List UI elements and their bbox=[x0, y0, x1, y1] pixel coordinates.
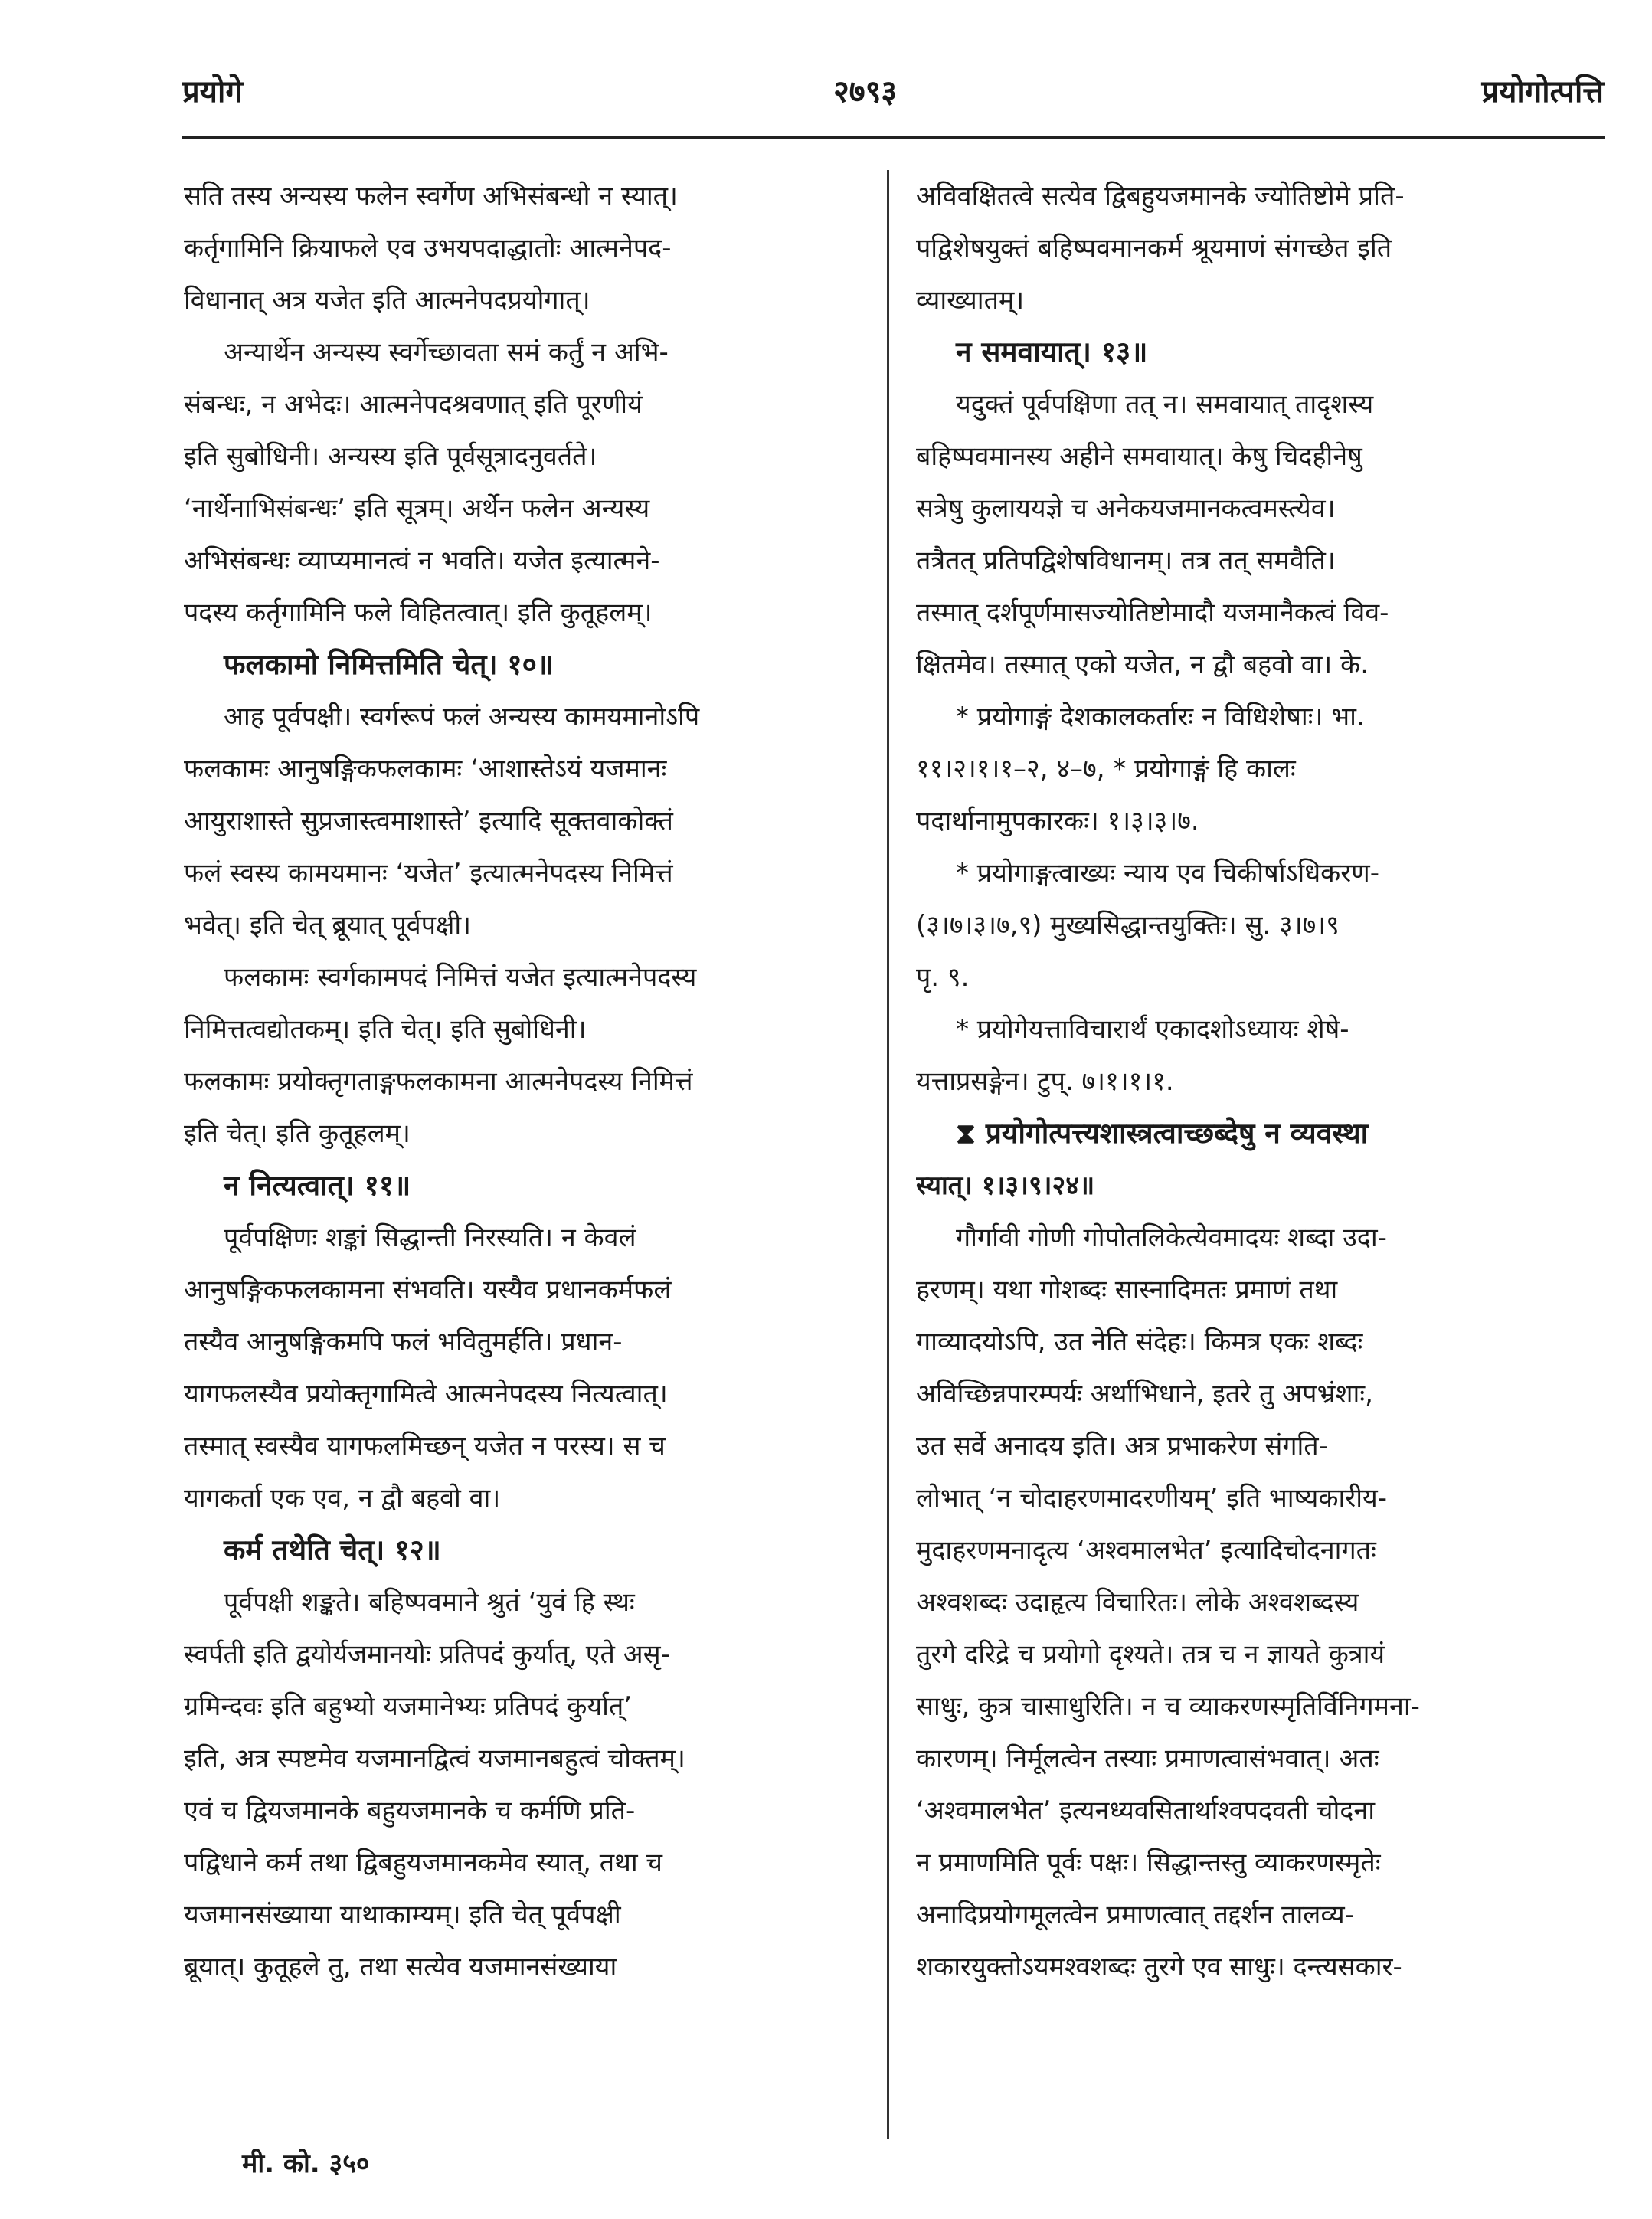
left-column bbox=[184, 170, 858, 1993]
section-heading: कर्म तथेति चेत्। १२॥ bbox=[224, 1533, 441, 1566]
text-line: (३।७।३।७,९) मुख्यसिद्धान्तयुक्तिः। सु. ३।७।९ bbox=[916, 910, 1340, 941]
text-line: यागफलस्यैव प्रयोक्तृगामित्वे आत्मनेपदस्य नित्यत्वात्। bbox=[184, 1379, 668, 1409]
text-line: फलकामः प्रयोक्तृगताङ्गफलकामना आत्मनेपदस्य निमित्तं bbox=[184, 1066, 693, 1097]
text-line: गौर्गावी गोणी गोपोतलिकेत्येवमादयः शब्दा उदा- bbox=[956, 1222, 1387, 1253]
text-line: पद्विधाने कर्म तथा द्विबहुयजमानकमेव स्यात्, तथा च bbox=[184, 1848, 663, 1878]
text-line: इति सुबोधिनी। अन्यस्य इति पूर्वसूत्रादनुवर्तते। bbox=[184, 441, 597, 472]
text-line: अविवक्षितत्वे सत्येव द्विबहुयजमानके ज्योतिष्टोमे प्रति- bbox=[916, 181, 1405, 211]
section-heading: न नित्यत्वात्। ११॥ bbox=[224, 1169, 411, 1202]
text-line: उत सर्वे अनादय इति। अत्र प्रभाकरेण संगति- bbox=[916, 1431, 1328, 1461]
text-line: अश्वशब्दः उदाहृत्य विचारितः। लोके अश्वशब्दस्य bbox=[916, 1587, 1359, 1618]
text-line: तस्मात् स्वस्यैव यागफलमिच्छन् यजेत न परस्य। स च bbox=[184, 1431, 666, 1461]
right-column bbox=[916, 170, 1590, 1993]
text-line: गाव्यादयोऽपि, उत नेति संदेहः। किमत्र एकः शब्दः bbox=[916, 1327, 1363, 1357]
text-line: ग्रमिन्दवः इति बहुभ्यो यजमानेभ्यः प्रतिपदं कुर्यात्’ bbox=[184, 1691, 633, 1722]
section-heading: ⧗ प्रयोगोत्पत्त्यशास्त्रत्वाच्छब्देषु न व्यवस्था bbox=[956, 1117, 1369, 1150]
text-line: पदस्य कर्तृगामिनि फले विहितत्वात्। इति कुतूहलम्। bbox=[184, 597, 653, 628]
text-line: कारणम्। निर्मूलत्वेन तस्याः प्रमाणत्वासंभवात्। अतः bbox=[916, 1743, 1379, 1774]
text-line: क्षितमेव। तस्मात् एको यजेत, न द्वौ बहवो वा। के. bbox=[916, 650, 1369, 680]
text-line: हरणम्। यथा गोशब्दः सास्नादिमतः प्रमाणं तथा bbox=[916, 1275, 1338, 1305]
column-divider bbox=[887, 170, 889, 2139]
text-line: एवं च द्वियजमानके बहुयजमानके च कर्मणि प्रति- bbox=[184, 1795, 636, 1826]
text-line: न प्रमाणमिति पूर्वः पक्षः। सिद्धान्तस्तु व्याकरणस्मृतेः bbox=[916, 1848, 1381, 1878]
text-line: स्वर्पती इति द्वयोर्यजमानयोः प्रतिपदं कुर्यात्, एते असृ- bbox=[184, 1639, 670, 1670]
section-heading: न समवायात्। १३॥ bbox=[956, 335, 1148, 368]
text-line: ‘अश्वमालभेत’ इत्यनध्यवसितार्थाश्वपदवती चोदना bbox=[916, 1795, 1376, 1826]
text-line: अभिसंबन्धः व्याप्यमानत्वं न भवति। यजेत इत्यात्मने- bbox=[184, 545, 660, 576]
text-line: सत्रेषु कुलाययज्ञे च अनेकयजमानकत्वमस्त्येव। bbox=[916, 493, 1336, 524]
header-rule bbox=[182, 136, 1605, 139]
text-line: कर्तृगामिनि क्रियाफले एव उभयपदाद्धातोः आत्मनेपद- bbox=[184, 233, 672, 263]
text-line: साधुः, कुत्र चासाधुरिति। न च व्याकरणस्मृतिर्विनिगमना- bbox=[916, 1691, 1420, 1722]
text-line: आयुराशास्ते सुप्रजास्त्वमाशास्ते’ इत्यादि सूक्तवाकोक्तं bbox=[184, 806, 673, 836]
text-line: मुदाहरणमनादृत्य ‘अश्वमालभेत’ इत्यादिचोदनागतः bbox=[916, 1535, 1376, 1566]
text-line: पद्विशेषयुक्तं बहिष्पवमानकर्म श्रूयमाणं संगच्छेत इति bbox=[916, 233, 1392, 263]
text-line: पदार्थानामुपकारकः। १।३।३।७. bbox=[916, 806, 1199, 836]
text-line: आनुषङ्गिकफलकामना संभवति। यस्यैव प्रधानकर्मफलं bbox=[184, 1275, 672, 1305]
text-line: * प्रयोगाङ्गत्वाख्यः न्याय एव चिकीर्षाऽधिकरण- bbox=[956, 858, 1379, 889]
text-line: तस्यैव आनुषङ्गिकमपि फलं भवितुमर्हति। प्रधान- bbox=[184, 1327, 623, 1357]
text-line: ‘नार्थेनाभिसंबन्धः’ इति सूत्रम्। अर्थेन फलेन अन्यस्य bbox=[184, 493, 650, 524]
text-line: सति तस्य अन्यस्य फलेन स्वर्गेण अभिसंबन्धो न स्यात्। bbox=[184, 181, 678, 211]
header-right-title: प्रयोगोत्पत्ति bbox=[1481, 74, 1604, 110]
text-line: निमित्तत्वद्योतकम्। इति चेत्। इति सुबोधिनी। bbox=[184, 1014, 587, 1045]
footer-signature: मी. को. ३५० bbox=[242, 2149, 370, 2179]
text-line: लोभात् ‘न चोदाहरणमादरणीयम्’ इति भाष्यकारीय- bbox=[916, 1483, 1387, 1514]
text-line: अनादिप्रयोगमूलत्वेन प्रमाणत्वात् तद्दर्शन तालव्य- bbox=[916, 1900, 1354, 1930]
text-line: यत्ताप्रसङ्गेन। टुप्. ७।१।१।१. bbox=[916, 1066, 1174, 1097]
text-line: व्याख्यातम्। bbox=[916, 285, 1025, 316]
text-line: इति चेत्। इति कुतूहलम्। bbox=[184, 1118, 411, 1149]
text-line: पृ. ९. bbox=[916, 962, 970, 993]
text-line: * प्रयोगेयत्ताविचारार्थं एकादशोऽध्यायः शेषे- bbox=[956, 1014, 1349, 1045]
text-line: तुरगे दरिद्रे च प्रयोगो दृश्यते। तत्र च न ज्ञायते कुत्रायं bbox=[916, 1639, 1385, 1670]
text-line: अन्यार्थेन अन्यस्य स्वर्गेच्छावता समं कर्तुं न अभि- bbox=[224, 337, 669, 368]
text-line: इति, अत्र स्पष्टमेव यजमानद्वित्वं यजमानबहुत्वं चोक्तम्। bbox=[184, 1743, 685, 1774]
text-line: यदुक्तं पूर्वपक्षिणा तत् न। समवायात् तादृशस्य bbox=[956, 389, 1374, 420]
text-line: शकारयुक्तोऽयमश्वशब्दः तुरगे एव साधुः। दन्त्यसकार- bbox=[916, 1952, 1402, 1982]
text-line: अविच्छिन्नपारम्पर्यः अर्थाभिधाने, इतरे तु अपभ्रंशाः, bbox=[916, 1379, 1373, 1409]
text-line: पूर्वपक्षी शङ्कते। बहिष्पवमाने श्रुतं ‘युवं हि स्थः bbox=[224, 1587, 635, 1618]
page-number: २७९३ bbox=[833, 74, 898, 110]
text-line: फलकामः स्वर्गकामपदं निमित्तं यजेत इत्यात्मनेपदस्य bbox=[224, 962, 697, 993]
text-line: भवेत्। इति चेत् ब्रूयात् पूर्वपक्षी। bbox=[184, 910, 472, 941]
text-line: पूर्वपक्षिणः शङ्कां सिद्धान्ती निरस्यति। न केवलं bbox=[224, 1222, 636, 1253]
text-line: तस्मात् दर्शपूर्णमासज्योतिष्टोमादौ यजमानैकत्वं विव- bbox=[916, 597, 1389, 628]
text-line: ११।२।१।१–२, ४–७, * प्रयोगाङ्गं हि कालः bbox=[916, 754, 1296, 784]
section-heading: फलकामो निमित्तमिति चेत्। १०॥ bbox=[224, 648, 554, 681]
text-line: यागकर्ता एक एव, न द्वौ बहवो वा। bbox=[184, 1483, 501, 1514]
text-line: आह पूर्वपक्षी। स्वर्गरूपं फलं अन्यस्य कामयमानोऽपि bbox=[224, 702, 700, 732]
page-header bbox=[182, 61, 1604, 123]
text-line: स्यात्। १।३।९।२४॥ bbox=[916, 1170, 1095, 1201]
text-line: ब्रूयात्। कुतूहले तु, तथा सत्येव यजमानसंख्याया bbox=[184, 1952, 617, 1982]
text-line: * प्रयोगाङ्गं देशकालकर्तारः न विधिशेषाः। भा. bbox=[956, 702, 1365, 732]
text-line: बहिष्पवमानस्य अहीने समवायात्। केषु चिदहीनेषु bbox=[916, 441, 1362, 472]
text-line: यजमानसंख्याया याथाकाम्यम्। इति चेत् पूर्वपक्षी bbox=[184, 1900, 621, 1930]
text-line: तत्रैतत् प्रतिपद्विशेषविधानम्। तत्र तत् समवैति। bbox=[916, 545, 1336, 576]
text-line: फलं स्वस्य कामयमानः ‘यजेत’ इत्यात्मनेपदस्य निमित्तं bbox=[184, 858, 673, 889]
text-line: फलकामः आनुषङ्गिकफलकामः ‘आशास्तेऽयं यजमानः bbox=[184, 754, 667, 784]
text-line: विधानात् अत्र यजेत इति आत्मनेपदप्रयोगात्। bbox=[184, 285, 590, 316]
text-line: संबन्धः, न अभेदः। आत्मनेपदश्रवणात् इति पूरणीयं bbox=[184, 389, 643, 420]
header-left-title: प्रयोगे bbox=[182, 74, 243, 110]
